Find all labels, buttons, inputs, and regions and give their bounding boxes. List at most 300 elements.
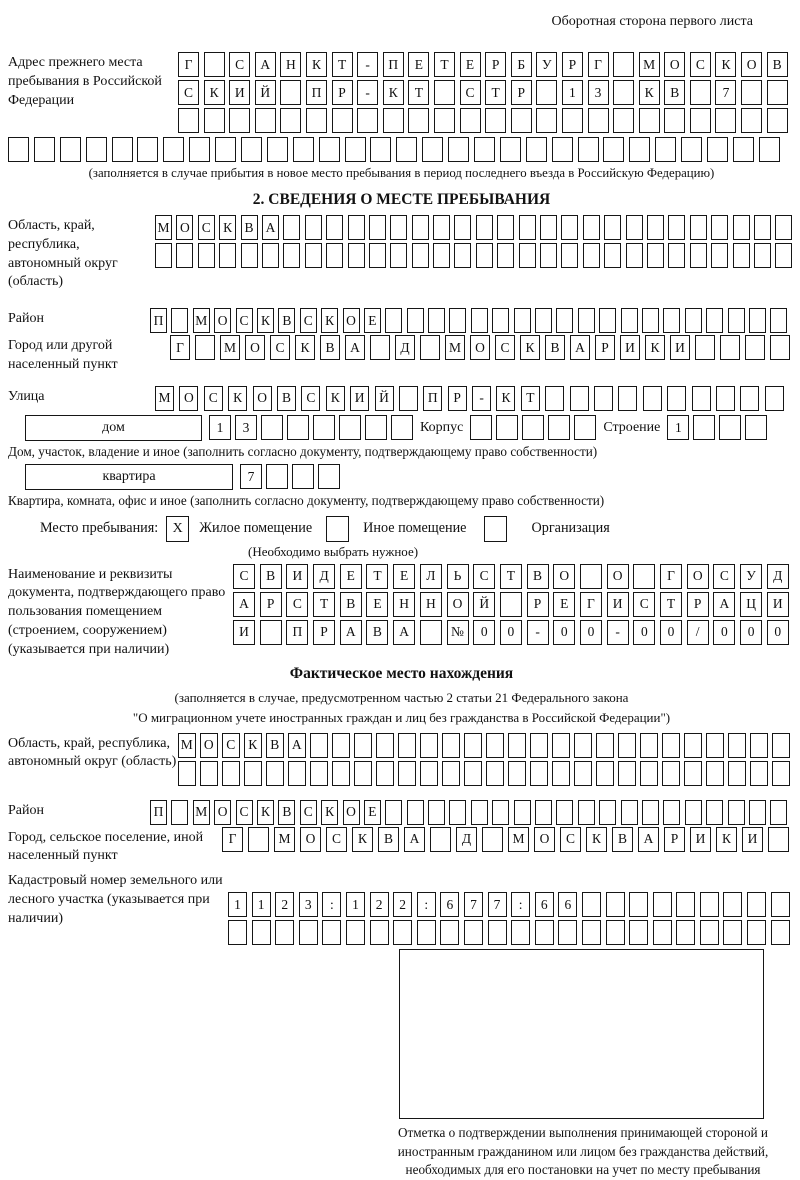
char-cell[interactable]: [471, 800, 488, 825]
cadastral-row-1[interactable]: [228, 892, 790, 917]
char-cell[interactable]: К: [219, 215, 236, 240]
char-cell[interactable]: О: [687, 564, 709, 589]
char-cell[interactable]: К: [257, 800, 274, 825]
char-cell[interactable]: С: [178, 80, 199, 105]
char-cell[interactable]: [754, 215, 771, 240]
char-cell[interactable]: [508, 733, 526, 758]
char-cell[interactable]: [720, 335, 740, 360]
char-cell[interactable]: [640, 733, 658, 758]
char-cell[interactable]: [222, 761, 240, 786]
char-cell[interactable]: [618, 386, 637, 411]
char-cell[interactable]: [583, 243, 600, 268]
char-cell[interactable]: [775, 243, 792, 268]
char-cell[interactable]: [86, 137, 107, 162]
char-cell[interactable]: [613, 80, 634, 105]
char-cell[interactable]: [500, 137, 521, 162]
char-cell[interactable]: [562, 108, 583, 133]
char-cell[interactable]: [733, 243, 750, 268]
char-cell[interactable]: [390, 215, 407, 240]
char-cell[interactable]: 3: [299, 892, 318, 917]
char-cell[interactable]: [535, 800, 552, 825]
char-cell[interactable]: А: [255, 52, 276, 77]
char-cell[interactable]: Р: [595, 335, 615, 360]
char-cell[interactable]: [643, 386, 662, 411]
char-cell[interactable]: И: [690, 827, 711, 852]
char-cell[interactable]: К: [520, 335, 540, 360]
char-cell[interactable]: [604, 215, 621, 240]
char-cell[interactable]: [464, 920, 483, 945]
char-cell[interactable]: И: [233, 620, 255, 645]
char-cell[interactable]: А: [638, 827, 659, 852]
char-cell[interactable]: [280, 80, 301, 105]
prev-address-row-3[interactable]: [178, 108, 788, 133]
char-cell[interactable]: А: [345, 335, 365, 360]
char-cell[interactable]: [492, 800, 509, 825]
char-cell[interactable]: [322, 920, 341, 945]
char-cell[interactable]: 0: [767, 620, 789, 645]
char-cell[interactable]: [772, 733, 790, 758]
char-cell[interactable]: Ь: [447, 564, 469, 589]
char-cell[interactable]: [385, 308, 402, 333]
char-cell[interactable]: [354, 761, 372, 786]
char-cell[interactable]: [588, 108, 609, 133]
char-cell[interactable]: [519, 243, 536, 268]
city-row[interactable]: [170, 335, 790, 360]
char-cell[interactable]: [759, 137, 780, 162]
char-cell[interactable]: П: [383, 52, 404, 77]
char-cell[interactable]: [662, 761, 680, 786]
char-cell[interactable]: [574, 733, 592, 758]
char-cell[interactable]: С: [560, 827, 581, 852]
char-cell[interactable]: 6: [535, 892, 554, 917]
char-cell[interactable]: 0: [553, 620, 575, 645]
char-cell[interactable]: [408, 108, 429, 133]
char-cell[interactable]: [772, 761, 790, 786]
char-cell[interactable]: Н: [420, 592, 442, 617]
char-cell[interactable]: [522, 415, 544, 440]
char-cell[interactable]: К: [204, 80, 225, 105]
char-cell[interactable]: Д: [313, 564, 335, 589]
char-cell[interactable]: [393, 920, 412, 945]
char-cell[interactable]: С: [301, 386, 320, 411]
char-cell[interactable]: [741, 108, 762, 133]
char-cell[interactable]: К: [321, 800, 338, 825]
house-number-cells[interactable]: [209, 415, 413, 440]
char-cell[interactable]: [582, 892, 601, 917]
char-cell[interactable]: [514, 800, 531, 825]
char-cell[interactable]: С: [270, 335, 290, 360]
char-cell[interactable]: Е: [460, 52, 481, 77]
house-type-box[interactable]: дом: [25, 415, 202, 441]
char-cell[interactable]: [653, 920, 672, 945]
char-cell[interactable]: В: [340, 592, 362, 617]
char-cell[interactable]: [556, 800, 573, 825]
char-cell[interactable]: О: [553, 564, 575, 589]
char-cell[interactable]: [178, 761, 196, 786]
char-cell[interactable]: [178, 108, 199, 133]
char-cell[interactable]: [339, 415, 361, 440]
char-cell[interactable]: [292, 464, 314, 489]
char-cell[interactable]: С: [204, 386, 223, 411]
char-cell[interactable]: [34, 137, 55, 162]
char-cell[interactable]: И: [670, 335, 690, 360]
char-cell[interactable]: [420, 733, 438, 758]
char-cell[interactable]: [653, 892, 672, 917]
char-cell[interactable]: /: [687, 620, 709, 645]
char-cell[interactable]: 3: [588, 80, 609, 105]
char-cell[interactable]: [668, 215, 685, 240]
char-cell[interactable]: [685, 308, 702, 333]
char-cell[interactable]: К: [716, 827, 737, 852]
char-cell[interactable]: К: [228, 386, 247, 411]
char-cell[interactable]: С: [286, 592, 308, 617]
char-cell[interactable]: [606, 892, 625, 917]
char-cell[interactable]: [219, 243, 236, 268]
char-cell[interactable]: [580, 564, 602, 589]
char-cell[interactable]: 7: [715, 80, 736, 105]
char-cell[interactable]: [496, 415, 518, 440]
char-cell[interactable]: М: [155, 386, 174, 411]
char-cell[interactable]: 0: [633, 620, 655, 645]
char-cell[interactable]: [552, 761, 570, 786]
char-cell[interactable]: [332, 761, 350, 786]
char-cell[interactable]: А: [262, 215, 279, 240]
char-cell[interactable]: [229, 108, 250, 133]
char-cell[interactable]: Ц: [740, 592, 762, 617]
char-cell[interactable]: [476, 215, 493, 240]
char-cell[interactable]: Г: [588, 52, 609, 77]
char-cell[interactable]: [332, 108, 353, 133]
char-cell[interactable]: [267, 137, 288, 162]
char-cell[interactable]: [155, 243, 172, 268]
char-cell[interactable]: 3: [235, 415, 257, 440]
char-cell[interactable]: [747, 920, 766, 945]
char-cell[interactable]: [594, 386, 613, 411]
char-cell[interactable]: Е: [393, 564, 415, 589]
char-cell[interactable]: 6: [558, 892, 577, 917]
char-cell[interactable]: Г: [178, 52, 199, 77]
char-cell[interactable]: [176, 243, 193, 268]
char-cell[interactable]: [313, 415, 335, 440]
char-cell[interactable]: Т: [434, 52, 455, 77]
char-cell[interactable]: [486, 761, 504, 786]
char-cell[interactable]: [716, 386, 735, 411]
char-cell[interactable]: [385, 800, 402, 825]
char-cell[interactable]: М: [445, 335, 465, 360]
char-cell[interactable]: [647, 243, 664, 268]
char-cell[interactable]: М: [155, 215, 172, 240]
street-row[interactable]: [155, 386, 784, 411]
char-cell[interactable]: Т: [500, 564, 522, 589]
char-cell[interactable]: [112, 137, 133, 162]
char-cell[interactable]: А: [233, 592, 255, 617]
char-cell[interactable]: Е: [364, 800, 381, 825]
char-cell[interactable]: [434, 108, 455, 133]
char-cell[interactable]: И: [620, 335, 640, 360]
char-cell[interactable]: И: [767, 592, 789, 617]
char-cell[interactable]: [255, 108, 276, 133]
char-cell[interactable]: [618, 761, 636, 786]
char-cell[interactable]: [420, 761, 438, 786]
char-cell[interactable]: [476, 243, 493, 268]
char-cell[interactable]: Д: [767, 564, 789, 589]
char-cell[interactable]: [398, 733, 416, 758]
char-cell[interactable]: [262, 243, 279, 268]
char-cell[interactable]: [633, 564, 655, 589]
char-cell[interactable]: Л: [420, 564, 442, 589]
char-cell[interactable]: [511, 108, 532, 133]
char-cell[interactable]: [750, 761, 768, 786]
char-cell[interactable]: [747, 892, 766, 917]
char-cell[interactable]: [407, 308, 424, 333]
char-cell[interactable]: [733, 215, 750, 240]
char-cell[interactable]: [482, 827, 503, 852]
char-cell[interactable]: Т: [521, 386, 540, 411]
char-cell[interactable]: [745, 335, 765, 360]
char-cell[interactable]: А: [570, 335, 590, 360]
char-cell[interactable]: Р: [485, 52, 506, 77]
char-cell[interactable]: [684, 761, 702, 786]
char-cell[interactable]: [690, 108, 711, 133]
char-cell[interactable]: [570, 386, 589, 411]
char-cell[interactable]: Д: [395, 335, 415, 360]
char-cell[interactable]: 2: [393, 892, 412, 917]
char-cell[interactable]: 0: [740, 620, 762, 645]
char-cell[interactable]: К: [586, 827, 607, 852]
char-cell[interactable]: [574, 761, 592, 786]
char-cell[interactable]: [750, 733, 768, 758]
char-cell[interactable]: П: [150, 800, 167, 825]
char-cell[interactable]: [556, 308, 573, 333]
char-cell[interactable]: Г: [222, 827, 243, 852]
char-cell[interactable]: С: [236, 308, 253, 333]
document-row-2[interactable]: [233, 592, 789, 617]
char-cell[interactable]: [578, 137, 599, 162]
char-cell[interactable]: [332, 733, 350, 758]
char-cell[interactable]: [770, 335, 790, 360]
char-cell[interactable]: [771, 920, 790, 945]
char-cell[interactable]: В: [278, 800, 295, 825]
char-cell[interactable]: [399, 386, 418, 411]
region-row-2[interactable]: [155, 243, 792, 268]
char-cell[interactable]: О: [176, 215, 193, 240]
char-cell[interactable]: О: [343, 800, 360, 825]
cadastral-row-2[interactable]: [228, 920, 790, 945]
char-cell[interactable]: [299, 920, 318, 945]
char-cell[interactable]: [741, 80, 762, 105]
char-cell[interactable]: П: [286, 620, 308, 645]
char-cell[interactable]: [407, 800, 424, 825]
char-cell[interactable]: [390, 243, 407, 268]
char-cell[interactable]: :: [322, 892, 341, 917]
char-cell[interactable]: С: [713, 564, 735, 589]
char-cell[interactable]: И: [286, 564, 308, 589]
char-cell[interactable]: [508, 761, 526, 786]
char-cell[interactable]: Р: [527, 592, 549, 617]
stay-type-checkbox-inoe[interactable]: [326, 516, 349, 542]
char-cell[interactable]: Н: [280, 52, 301, 77]
char-cell[interactable]: [420, 335, 440, 360]
char-cell[interactable]: [693, 415, 715, 440]
char-cell[interactable]: П: [423, 386, 442, 411]
char-cell[interactable]: С: [229, 52, 250, 77]
char-cell[interactable]: 7: [488, 892, 507, 917]
char-cell[interactable]: [728, 733, 746, 758]
char-cell[interactable]: [357, 108, 378, 133]
char-cell[interactable]: [433, 215, 450, 240]
char-cell[interactable]: [497, 243, 514, 268]
char-cell[interactable]: Р: [511, 80, 532, 105]
char-cell[interactable]: [497, 215, 514, 240]
char-cell[interactable]: В: [277, 386, 296, 411]
char-cell[interactable]: 1: [562, 80, 583, 105]
char-cell[interactable]: [719, 415, 741, 440]
stay-type-checkbox-org[interactable]: [484, 516, 507, 542]
char-cell[interactable]: [275, 920, 294, 945]
char-cell[interactable]: [470, 415, 492, 440]
actual-city-row[interactable]: [222, 827, 789, 852]
char-cell[interactable]: О: [470, 335, 490, 360]
char-cell[interactable]: [667, 386, 686, 411]
char-cell[interactable]: 1: [252, 892, 271, 917]
char-cell[interactable]: К: [352, 827, 373, 852]
char-cell[interactable]: [442, 733, 460, 758]
char-cell[interactable]: [596, 733, 614, 758]
char-cell[interactable]: О: [741, 52, 762, 77]
char-cell[interactable]: М: [178, 733, 196, 758]
document-row-3[interactable]: [233, 620, 789, 645]
char-cell[interactable]: [540, 215, 557, 240]
char-cell[interactable]: [765, 386, 784, 411]
char-cell[interactable]: [171, 308, 188, 333]
char-cell[interactable]: Г: [580, 592, 602, 617]
actual-region-row-1[interactable]: [178, 733, 790, 758]
char-cell[interactable]: В: [241, 215, 258, 240]
char-cell[interactable]: Й: [473, 592, 495, 617]
char-cell[interactable]: [195, 335, 215, 360]
char-cell[interactable]: [639, 108, 660, 133]
char-cell[interactable]: Б: [511, 52, 532, 77]
char-cell[interactable]: [626, 243, 643, 268]
char-cell[interactable]: О: [447, 592, 469, 617]
char-cell[interactable]: [519, 215, 536, 240]
char-cell[interactable]: [464, 733, 482, 758]
char-cell[interactable]: [629, 137, 650, 162]
char-cell[interactable]: [754, 243, 771, 268]
char-cell[interactable]: 0: [660, 620, 682, 645]
char-cell[interactable]: [574, 415, 596, 440]
char-cell[interactable]: А: [340, 620, 362, 645]
char-cell[interactable]: [171, 800, 188, 825]
char-cell[interactable]: Т: [366, 564, 388, 589]
char-cell[interactable]: У: [536, 52, 557, 77]
char-cell[interactable]: [728, 308, 745, 333]
char-cell[interactable]: Е: [364, 308, 381, 333]
char-cell[interactable]: [706, 800, 723, 825]
char-cell[interactable]: [464, 761, 482, 786]
char-cell[interactable]: [370, 137, 391, 162]
char-cell[interactable]: 2: [275, 892, 294, 917]
char-cell[interactable]: Р: [664, 827, 685, 852]
char-cell[interactable]: Т: [660, 592, 682, 617]
char-cell[interactable]: В: [545, 335, 565, 360]
char-cell[interactable]: [326, 215, 343, 240]
char-cell[interactable]: -: [527, 620, 549, 645]
char-cell[interactable]: [428, 308, 445, 333]
char-cell[interactable]: В: [527, 564, 549, 589]
char-cell[interactable]: [706, 308, 723, 333]
char-cell[interactable]: И: [742, 827, 763, 852]
apartment-number-cells[interactable]: [240, 464, 340, 489]
char-cell[interactable]: [60, 137, 81, 162]
document-row-1[interactable]: [233, 564, 789, 589]
char-cell[interactable]: :: [511, 892, 530, 917]
char-cell[interactable]: [318, 464, 340, 489]
char-cell[interactable]: П: [306, 80, 327, 105]
char-cell[interactable]: [306, 108, 327, 133]
char-cell[interactable]: С: [495, 335, 515, 360]
char-cell[interactable]: [618, 733, 636, 758]
char-cell[interactable]: [707, 137, 728, 162]
char-cell[interactable]: [486, 733, 504, 758]
prev-address-row-1[interactable]: [178, 52, 788, 77]
char-cell[interactable]: 7: [464, 892, 483, 917]
stroenie-cells[interactable]: [667, 415, 767, 440]
char-cell[interactable]: И: [350, 386, 369, 411]
char-cell[interactable]: К: [321, 308, 338, 333]
char-cell[interactable]: [412, 243, 429, 268]
char-cell[interactable]: А: [404, 827, 425, 852]
char-cell[interactable]: [514, 308, 531, 333]
char-cell[interactable]: С: [326, 827, 347, 852]
char-cell[interactable]: Т: [332, 52, 353, 77]
char-cell[interactable]: [200, 761, 218, 786]
char-cell[interactable]: [604, 243, 621, 268]
char-cell[interactable]: И: [229, 80, 250, 105]
char-cell[interactable]: -: [357, 52, 378, 77]
char-cell[interactable]: [606, 920, 625, 945]
char-cell[interactable]: [583, 215, 600, 240]
char-cell[interactable]: О: [607, 564, 629, 589]
char-cell[interactable]: М: [508, 827, 529, 852]
char-cell[interactable]: Р: [687, 592, 709, 617]
char-cell[interactable]: [526, 137, 547, 162]
char-cell[interactable]: В: [366, 620, 388, 645]
char-cell[interactable]: Р: [332, 80, 353, 105]
char-cell[interactable]: [684, 733, 702, 758]
char-cell[interactable]: [215, 137, 236, 162]
char-cell[interactable]: [430, 827, 451, 852]
char-cell[interactable]: А: [393, 620, 415, 645]
char-cell[interactable]: [354, 733, 372, 758]
char-cell[interactable]: [647, 215, 664, 240]
char-cell[interactable]: -: [472, 386, 491, 411]
char-cell[interactable]: [745, 415, 767, 440]
char-cell[interactable]: А: [288, 733, 306, 758]
korpus-cells[interactable]: [470, 415, 596, 440]
char-cell[interactable]: [770, 800, 787, 825]
char-cell[interactable]: [603, 137, 624, 162]
char-cell[interactable]: [248, 827, 269, 852]
char-cell[interactable]: 6: [440, 892, 459, 917]
char-cell[interactable]: [283, 215, 300, 240]
char-cell[interactable]: 7: [240, 464, 262, 489]
char-cell[interactable]: [775, 215, 792, 240]
char-cell[interactable]: [391, 415, 413, 440]
char-cell[interactable]: [733, 137, 754, 162]
char-cell[interactable]: Е: [408, 52, 429, 77]
char-cell[interactable]: О: [245, 335, 265, 360]
